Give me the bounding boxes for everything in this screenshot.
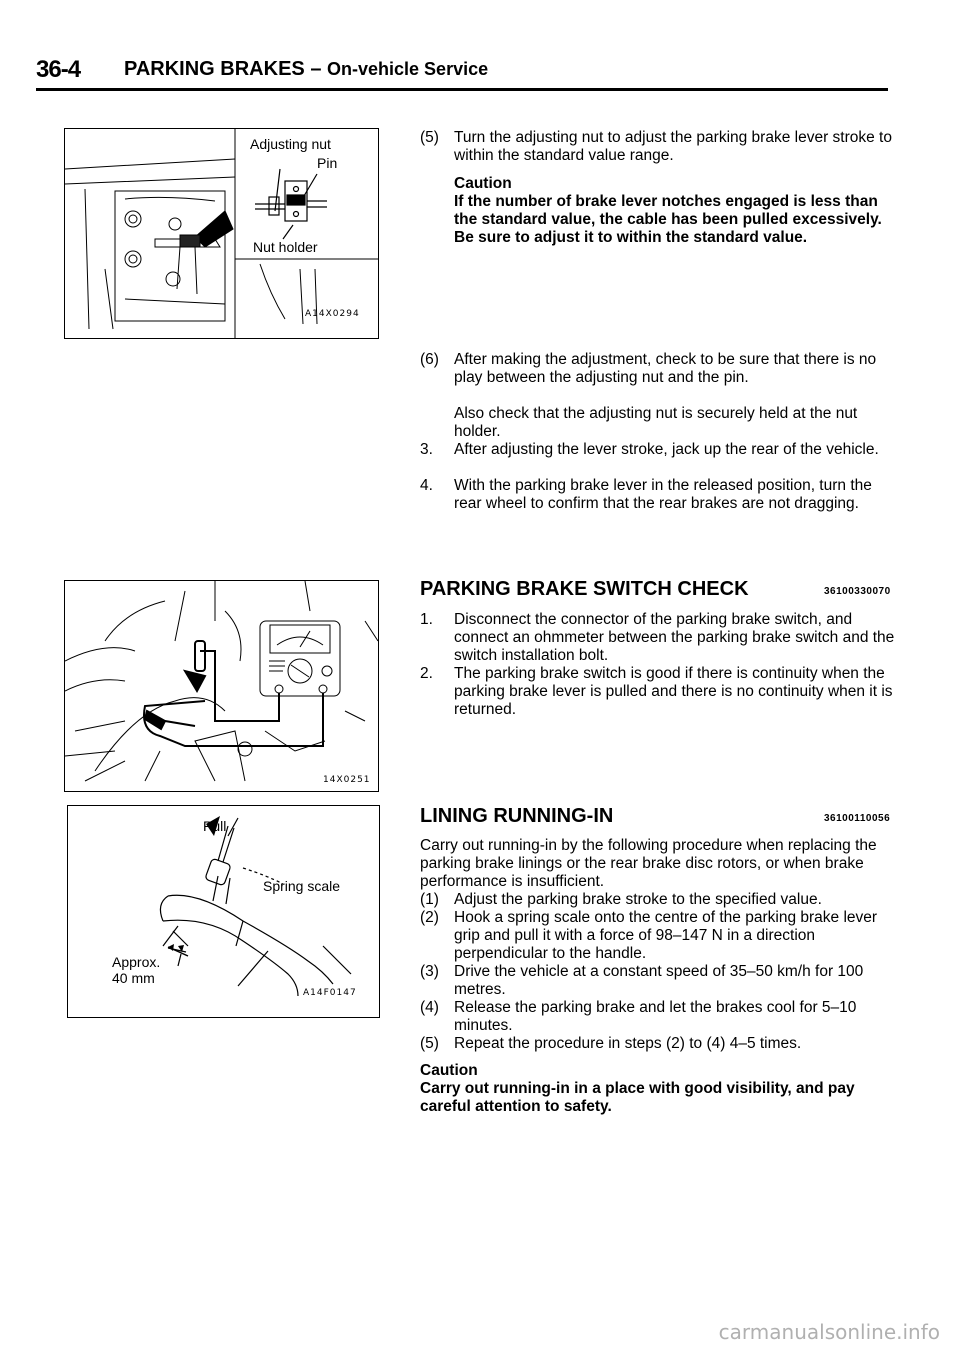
step-5 — [420, 129, 896, 169]
lining-step-5-number: (5) — [420, 1035, 439, 1052]
label-spring-scale: Spring scale — [263, 878, 341, 894]
label-pin: Pin — [317, 155, 338, 171]
figure-code: A14X0294 — [305, 309, 360, 319]
label-pull: Pull — [203, 818, 227, 834]
switch-check-heading: PARKING BRAKE SWITCH CHECK — [420, 578, 749, 600]
caution-1-title: Caution — [454, 175, 512, 192]
label-approx-value: 40 mm — [112, 970, 155, 986]
lining-step-3-number: (3) — [420, 963, 439, 980]
switch-check-steps — [420, 611, 896, 741]
lining-step-1-text: Adjust the parking brake stroke to the specified value. — [454, 891, 822, 908]
figure-code: A14F0147 — [303, 988, 357, 998]
watermark[interactable]: carmanualsonline.info — [718, 1320, 940, 1344]
header-rule — [36, 88, 888, 91]
label-approx: Approx. — [112, 954, 161, 970]
page-number: 36-4 — [36, 56, 81, 83]
switch-check-item-2-text: The parking brake switch is good if there is continuity when the parking brake lever is pulled and there is no continuity when it is returned. — [454, 665, 893, 718]
item-3-text: After adjusting the lever stroke, jack up the rear of the vehicle. — [454, 441, 879, 458]
item-4-text: With the parking brake lever in the released position, turn the rear wheel to confirm that the rear brakes are not dragging. — [454, 477, 872, 512]
figure-lining-running-in — [67, 805, 380, 1018]
page-header — [36, 56, 888, 88]
switch-check-item-1-text: Disconnect the connector of the parking brake switch, and connect an ohmmeter between the parking brake switch and the switch installation bolt. — [454, 611, 895, 664]
lining-step-3-text: Drive the vehicle at a constant speed of 35–50 km/h for 100 metres. — [454, 963, 864, 998]
lining-step-4-number: (4) — [420, 999, 439, 1016]
step-6-number: (6) — [420, 351, 439, 368]
lining-steps — [420, 837, 896, 1137]
figure-switch-check — [64, 580, 379, 792]
caution-2-title: Caution — [420, 1062, 478, 1079]
caution-1-text: If the number of brake lever notches engaged is less than the standard value, the cable has been pulled excessively. Be sure to adjust it to within the standard value. — [454, 193, 882, 246]
figure-switch-check-drawing — [65, 581, 378, 791]
title-main: PARKING BRAKES — [124, 58, 305, 80]
step-5-number: (5) — [420, 129, 439, 146]
adjustment-steps — [420, 129, 896, 549]
lining-step-1-number: (1) — [420, 891, 439, 908]
step-6-text: After making the adjustment, check to be sure that there is no play between the adjusting nut and the pin. — [454, 351, 877, 386]
lining-step-2-text: Hook a spring scale onto the centre of the parking brake lever grip and pull it with a force of 98–147 N in a direction perpendicular to the handle. — [454, 909, 878, 962]
lining-code: 36100110056 — [824, 813, 891, 824]
title-dash: – — [304, 58, 328, 80]
lining-step-4-text: Release the parking brake and let the brakes cool for 5–10 minutes. — [454, 999, 857, 1034]
step-5-text: Turn the adjusting nut to adjust the parking brake lever stroke to within the standard value range. — [454, 129, 892, 164]
item-4-number: 4. — [420, 477, 433, 494]
caution-2-text: Carry out running-in in a place with good visibility, and pay careful attention to safety. — [420, 1080, 855, 1115]
lining-step-5-text: Repeat the procedure in steps (2) to (4) 4–5 times. — [454, 1035, 802, 1052]
figure-code: 14X0251 — [323, 775, 371, 785]
title-subtitle: On-vehicle Service — [327, 59, 489, 79]
figure-adjusting-nut — [64, 128, 379, 339]
lining-step-2-number: (2) — [420, 909, 439, 926]
label-adjusting-nut: Adjusting nut — [250, 136, 331, 152]
switch-check-item-1-number: 1. — [420, 611, 433, 628]
label-nut-holder: Nut holder — [253, 239, 318, 255]
lining-heading: LINING RUNNING-IN — [420, 805, 614, 827]
switch-check-item-2-number: 2. — [420, 665, 433, 682]
switch-check-code: 36100330070 — [824, 586, 891, 597]
lining-intro: Carry out running-in by the following procedure when replacing the parking brake linings or the rear brake disc rotors, or when brake performance is insufficient. — [420, 837, 877, 890]
step-6-text-2: Also check that the adjusting nut is securely held at the nut holder. — [454, 405, 858, 440]
item-3-number: 3. — [420, 441, 433, 458]
page-title — [124, 58, 488, 81]
